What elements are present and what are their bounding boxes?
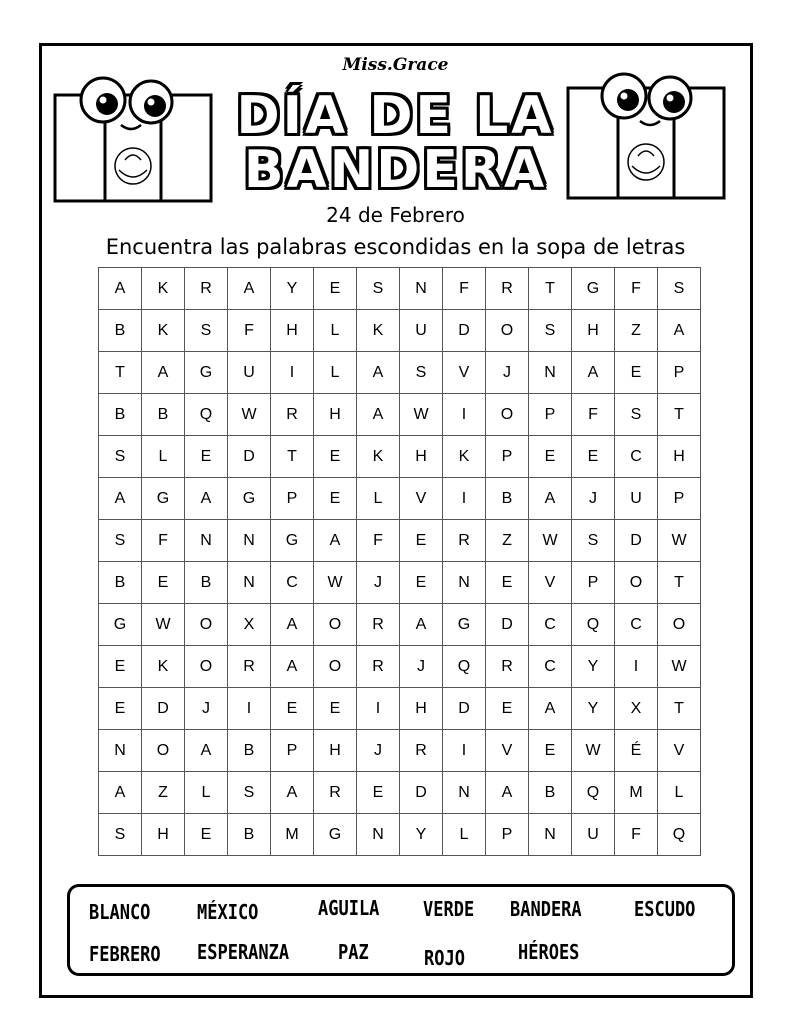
grid-row	[99, 394, 701, 436]
grid-cell: E	[486, 562, 529, 604]
grid-cell: D	[486, 604, 529, 646]
grid-cell: T	[658, 562, 701, 604]
grid-row	[99, 562, 701, 604]
grid-cell: S	[400, 352, 443, 394]
grid-cell: B	[185, 562, 228, 604]
grid-row	[99, 730, 701, 772]
grid-cell: Y	[572, 688, 615, 730]
grid-cell: B	[99, 394, 142, 436]
grid-cell: N	[529, 352, 572, 394]
grid-cell: Q	[443, 646, 486, 688]
grid-cell: B	[99, 310, 142, 352]
grid-cell: C	[529, 604, 572, 646]
word-item: BLANCO	[89, 900, 151, 924]
grid-cell: H	[314, 730, 357, 772]
grid-cell: F	[443, 268, 486, 310]
grid-cell: S	[99, 814, 142, 856]
grid-cell: E	[357, 772, 400, 814]
grid-cell: E	[99, 688, 142, 730]
grid-cell: A	[185, 478, 228, 520]
grid-cell: S	[529, 310, 572, 352]
grid-cell: G	[99, 604, 142, 646]
grid-cell: N	[443, 562, 486, 604]
grid-cell: S	[99, 520, 142, 562]
grid-row	[99, 520, 701, 562]
grid-cell: W	[400, 394, 443, 436]
grid-cell: X	[615, 688, 658, 730]
grid-row	[99, 604, 701, 646]
grid-cell: E	[529, 730, 572, 772]
grid-cell: D	[228, 436, 271, 478]
grid-cell: K	[357, 310, 400, 352]
grid-cell: A	[271, 604, 314, 646]
grid-cell: A	[400, 604, 443, 646]
grid-row	[99, 352, 701, 394]
grid-cell: P	[486, 814, 529, 856]
grid-cell: A	[572, 352, 615, 394]
grid-cell: I	[228, 688, 271, 730]
grid-cell: O	[185, 604, 228, 646]
grid-cell: E	[400, 562, 443, 604]
grid-cell: Z	[615, 310, 658, 352]
grid-cell: Y	[400, 814, 443, 856]
grid-cell: F	[357, 520, 400, 562]
grid-cell: K	[142, 268, 185, 310]
grid-cell: S	[615, 394, 658, 436]
grid-cell: P	[271, 478, 314, 520]
grid-cell: A	[185, 730, 228, 772]
grid-cell: P	[271, 730, 314, 772]
grid-cell: G	[572, 268, 615, 310]
grid-cell: D	[142, 688, 185, 730]
grid-cell: H	[400, 688, 443, 730]
grid-cell: G	[142, 478, 185, 520]
grid-cell: T	[99, 352, 142, 394]
grid-cell: Z	[142, 772, 185, 814]
grid-cell: C	[615, 436, 658, 478]
grid-cell: R	[486, 268, 529, 310]
grid-cell: E	[314, 478, 357, 520]
page-title-line2: BANDERA	[243, 140, 548, 200]
grid-cell: E	[314, 688, 357, 730]
grid-cell: N	[400, 268, 443, 310]
grid-row	[99, 646, 701, 688]
grid-cell: S	[228, 772, 271, 814]
grid-cell: V	[486, 730, 529, 772]
grid-cell: A	[314, 520, 357, 562]
grid-cell: R	[271, 394, 314, 436]
grid-row	[99, 268, 701, 310]
word-item: VERDE	[423, 897, 475, 921]
grid-cell: C	[271, 562, 314, 604]
grid-cell: S	[357, 268, 400, 310]
grid-cell: G	[443, 604, 486, 646]
grid-cell: C	[615, 604, 658, 646]
word-item: FEBRERO	[89, 942, 161, 966]
word-item: ROJO	[424, 946, 465, 970]
word-item: HÉROES	[518, 940, 580, 964]
grid-cell: E	[142, 562, 185, 604]
grid-cell: N	[529, 814, 572, 856]
grid-cell: G	[185, 352, 228, 394]
grid-cell: A	[228, 268, 271, 310]
grid-cell: U	[615, 478, 658, 520]
grid-cell: W	[228, 394, 271, 436]
grid-cell: J	[185, 688, 228, 730]
grid-cell: A	[658, 310, 701, 352]
grid-cell: I	[443, 394, 486, 436]
grid-cell: M	[615, 772, 658, 814]
grid-cell: O	[615, 562, 658, 604]
grid-cell: É	[615, 730, 658, 772]
grid-cell: G	[314, 814, 357, 856]
word-item: BANDERA	[510, 897, 582, 921]
grid-cell: F	[615, 814, 658, 856]
grid-cell: Z	[486, 520, 529, 562]
grid-cell: N	[99, 730, 142, 772]
grid-cell: K	[142, 310, 185, 352]
grid-cell: E	[271, 688, 314, 730]
grid-cell: I	[443, 730, 486, 772]
grid-cell: B	[529, 772, 572, 814]
grid-cell: E	[572, 436, 615, 478]
grid-cell: A	[99, 268, 142, 310]
grid-cell: H	[572, 310, 615, 352]
grid-cell: F	[615, 268, 658, 310]
instructions: Encuentra las palabras escondidas en la sopa de letras	[105, 235, 686, 259]
grid-cell: K	[142, 646, 185, 688]
grid-cell: N	[228, 562, 271, 604]
grid-cell: J	[357, 562, 400, 604]
grid-cell: U	[400, 310, 443, 352]
grid-cell: W	[572, 730, 615, 772]
grid-cell: L	[443, 814, 486, 856]
grid-cell: P	[572, 562, 615, 604]
grid-cell: S	[658, 268, 701, 310]
grid-cell: E	[400, 520, 443, 562]
grid-cell: J	[400, 646, 443, 688]
word-item: ESCUDO	[634, 897, 696, 921]
grid-cell: O	[314, 604, 357, 646]
grid-cell: D	[615, 520, 658, 562]
grid-cell: H	[400, 436, 443, 478]
grid-cell: E	[185, 436, 228, 478]
grid-cell: F	[228, 310, 271, 352]
grid-cell: A	[529, 478, 572, 520]
grid-cell: Q	[185, 394, 228, 436]
brand-name: Miss.Grace	[342, 55, 449, 75]
grid-cell: D	[443, 310, 486, 352]
grid-cell: T	[529, 268, 572, 310]
grid-row	[99, 478, 701, 520]
grid-cell: R	[185, 268, 228, 310]
grid-cell: Q	[572, 604, 615, 646]
grid-cell: W	[658, 646, 701, 688]
grid-cell: V	[400, 478, 443, 520]
grid-cell: H	[142, 814, 185, 856]
grid-row	[99, 436, 701, 478]
grid-cell: D	[400, 772, 443, 814]
grid-cell: A	[486, 772, 529, 814]
grid-row	[99, 814, 701, 856]
grid-cell: O	[658, 604, 701, 646]
grid-cell: E	[529, 436, 572, 478]
grid-cell: D	[443, 688, 486, 730]
grid-cell: F	[142, 520, 185, 562]
grid-cell: E	[185, 814, 228, 856]
page-title-line1: DÍA DE LA	[236, 86, 555, 146]
grid-cell: W	[314, 562, 357, 604]
grid-cell: P	[486, 436, 529, 478]
grid-cell: E	[615, 352, 658, 394]
grid-cell: R	[400, 730, 443, 772]
grid-cell: T	[658, 394, 701, 436]
grid-cell: O	[486, 394, 529, 436]
grid-cell: N	[228, 520, 271, 562]
grid-cell: L	[658, 772, 701, 814]
grid-cell: O	[314, 646, 357, 688]
word-search-grid	[98, 267, 701, 856]
grid-cell: W	[529, 520, 572, 562]
grid-cell: S	[185, 310, 228, 352]
grid-cell: B	[228, 730, 271, 772]
grid-cell: S	[99, 436, 142, 478]
word-item: ESPERANZA	[197, 940, 290, 964]
grid-cell: V	[443, 352, 486, 394]
grid-cell: K	[443, 436, 486, 478]
grid-cell: L	[314, 310, 357, 352]
grid-cell: W	[658, 520, 701, 562]
grid-cell: N	[185, 520, 228, 562]
grid-cell: E	[314, 436, 357, 478]
grid-cell: P	[658, 478, 701, 520]
grid-cell: P	[658, 352, 701, 394]
grid-cell: L	[142, 436, 185, 478]
grid-cell: M	[271, 814, 314, 856]
grid-cell: U	[228, 352, 271, 394]
grid-cell: V	[658, 730, 701, 772]
grid-cell: Y	[271, 268, 314, 310]
grid-cell: Q	[572, 772, 615, 814]
grid-cell: I	[615, 646, 658, 688]
grid-cell: B	[99, 562, 142, 604]
grid-cell: J	[572, 478, 615, 520]
grid-cell: A	[271, 772, 314, 814]
grid-cell: A	[357, 352, 400, 394]
grid-cell: G	[228, 478, 271, 520]
grid-cell: E	[486, 688, 529, 730]
grid-cell: F	[572, 394, 615, 436]
grid-cell: R	[443, 520, 486, 562]
grid-cell: R	[228, 646, 271, 688]
grid-cell: A	[529, 688, 572, 730]
grid-row	[99, 310, 701, 352]
grid-cell: N	[443, 772, 486, 814]
grid-cell: J	[486, 352, 529, 394]
grid-cell: O	[486, 310, 529, 352]
grid-cell: A	[142, 352, 185, 394]
grid-cell: A	[271, 646, 314, 688]
grid-cell: T	[271, 436, 314, 478]
grid-cell: R	[357, 646, 400, 688]
grid-cell: A	[99, 772, 142, 814]
grid-cell: U	[572, 814, 615, 856]
grid-row	[99, 772, 701, 814]
grid-cell: R	[314, 772, 357, 814]
grid-cell: O	[142, 730, 185, 772]
grid-cell: B	[142, 394, 185, 436]
grid-cell: L	[185, 772, 228, 814]
grid-cell: A	[357, 394, 400, 436]
grid-cell: E	[314, 268, 357, 310]
grid-cell: I	[271, 352, 314, 394]
grid-cell: R	[486, 646, 529, 688]
grid-cell: K	[357, 436, 400, 478]
word-item: AGUILA	[318, 896, 380, 920]
grid-cell: P	[529, 394, 572, 436]
grid-cell: L	[357, 478, 400, 520]
grid-cell: W	[142, 604, 185, 646]
grid-cell: E	[99, 646, 142, 688]
grid-cell: H	[271, 310, 314, 352]
grid-cell: G	[271, 520, 314, 562]
word-item: PAZ	[338, 940, 369, 964]
grid-cell: H	[658, 436, 701, 478]
grid-cell: N	[357, 814, 400, 856]
grid-cell: Q	[658, 814, 701, 856]
grid-cell: T	[658, 688, 701, 730]
grid-cell: L	[314, 352, 357, 394]
grid-cell: B	[228, 814, 271, 856]
grid-cell: A	[99, 478, 142, 520]
grid-cell: I	[443, 478, 486, 520]
word-item: MÉXICO	[197, 900, 259, 924]
grid-row	[99, 688, 701, 730]
grid-cell: X	[228, 604, 271, 646]
grid-cell: R	[357, 604, 400, 646]
grid-cell: O	[185, 646, 228, 688]
grid-cell: C	[529, 646, 572, 688]
grid-cell: H	[314, 394, 357, 436]
date-subtitle: 24 de Febrero	[326, 203, 465, 227]
grid-cell: Y	[572, 646, 615, 688]
grid-cell: S	[572, 520, 615, 562]
grid-cell: V	[529, 562, 572, 604]
grid-cell: B	[486, 478, 529, 520]
grid-cell: J	[357, 730, 400, 772]
grid-cell: I	[357, 688, 400, 730]
